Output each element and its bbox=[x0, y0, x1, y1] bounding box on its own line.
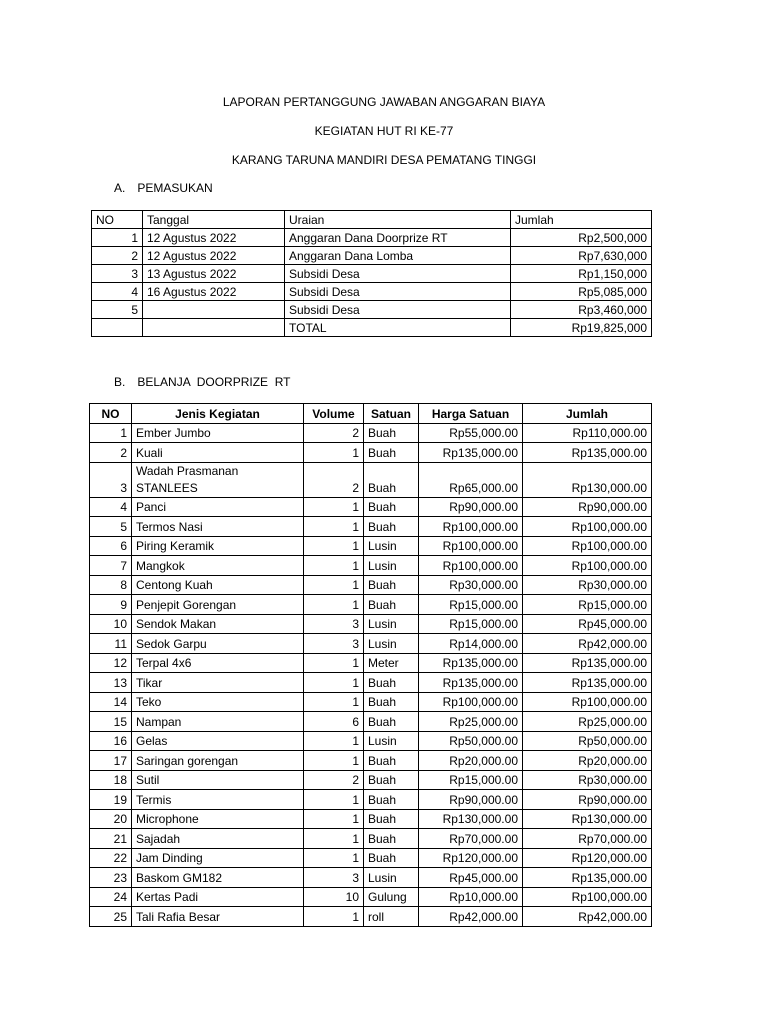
expense-row-jenis: Nampan bbox=[132, 712, 304, 732]
expense-row bbox=[90, 887, 652, 907]
expense-header-harga: Harga Satuan bbox=[419, 404, 523, 424]
expense-row-jenis: Termis bbox=[132, 790, 304, 810]
expense-row-no: 14 bbox=[90, 692, 132, 712]
expense-row-harga: Rp120,000.00 bbox=[419, 848, 523, 868]
expense-header-volume: Volume bbox=[304, 404, 364, 424]
expense-table-header bbox=[90, 404, 652, 424]
expense-row-harga: Rp90,000.00 bbox=[419, 790, 523, 810]
expense-row-no: 16 bbox=[90, 731, 132, 751]
section-b-label: BELANJA DOORPRIZE RT bbox=[137, 375, 291, 389]
expense-row-jenis: Gelas bbox=[132, 731, 304, 751]
expense-table bbox=[89, 403, 652, 927]
expense-row-volume: 1 bbox=[304, 692, 364, 712]
expense-header-jenis: Jenis Kegiatan bbox=[132, 404, 304, 424]
expense-row-volume: 1 bbox=[304, 497, 364, 517]
expense-row-volume: 2 bbox=[304, 770, 364, 790]
income-row-no: 2 bbox=[92, 247, 143, 265]
expense-row-harga: Rp25,000.00 bbox=[419, 712, 523, 732]
expense-row bbox=[90, 575, 652, 595]
expense-row-satuan: Buah bbox=[364, 692, 419, 712]
income-row-jumlah: Rp7,630,000 bbox=[511, 247, 652, 265]
expense-row-no: 18 bbox=[90, 770, 132, 790]
expense-row bbox=[90, 536, 652, 556]
expense-row-jenis: Sutil bbox=[132, 770, 304, 790]
expense-row-jumlah: Rp50,000.00 bbox=[523, 731, 652, 751]
expense-row-harga: Rp15,000.00 bbox=[419, 614, 523, 634]
expense-row-no: 25 bbox=[90, 907, 132, 927]
expense-row-jumlah: Rp110,000.00 bbox=[523, 423, 652, 443]
expense-row-satuan: Buah bbox=[364, 497, 419, 517]
income-row-no: 4 bbox=[92, 283, 143, 301]
expense-row-satuan: Lusin bbox=[364, 634, 419, 654]
income-total-row bbox=[92, 319, 652, 337]
expense-row-jenis: Centong Kuah bbox=[132, 575, 304, 595]
expense-row-no: 22 bbox=[90, 848, 132, 868]
expense-row-satuan: Lusin bbox=[364, 614, 419, 634]
income-header-tanggal: Tanggal bbox=[143, 211, 285, 229]
expense-row bbox=[90, 692, 652, 712]
expense-row-harga: Rp90,000.00 bbox=[419, 497, 523, 517]
expense-row-harga: Rp135,000.00 bbox=[419, 673, 523, 693]
expense-row-volume: 1 bbox=[304, 575, 364, 595]
expense-row-satuan: Buah bbox=[364, 809, 419, 829]
expense-row-jumlah: Rp15,000.00 bbox=[523, 595, 652, 615]
expense-row-harga: Rp55,000.00 bbox=[419, 423, 523, 443]
income-row-uraian: Subsidi Desa bbox=[285, 301, 511, 319]
income-total-tanggal bbox=[143, 319, 285, 337]
expense-row-volume: 1 bbox=[304, 556, 364, 576]
expense-row bbox=[90, 517, 652, 537]
expense-row-jumlah: Rp100,000.00 bbox=[523, 692, 652, 712]
expense-row-jumlah: Rp30,000.00 bbox=[523, 770, 652, 790]
income-row bbox=[92, 301, 652, 319]
expense-row-satuan: Lusin bbox=[364, 868, 419, 888]
expense-row-volume: 1 bbox=[304, 848, 364, 868]
expense-row-harga: Rp14,000.00 bbox=[419, 634, 523, 654]
income-table-header bbox=[92, 211, 652, 229]
income-row-no: 1 bbox=[92, 229, 143, 247]
expense-row-satuan: Lusin bbox=[364, 556, 419, 576]
expense-row-satuan: Meter bbox=[364, 653, 419, 673]
expense-row-volume: 1 bbox=[304, 907, 364, 927]
expense-row bbox=[90, 614, 652, 634]
expense-row-satuan: Buah bbox=[364, 712, 419, 732]
expense-row-jumlah: Rp70,000.00 bbox=[523, 829, 652, 849]
expense-row-jenis: Sendok Makan bbox=[132, 614, 304, 634]
expense-row-harga: Rp10,000.00 bbox=[419, 887, 523, 907]
expense-row-satuan: Buah bbox=[364, 770, 419, 790]
expense-row-no: 20 bbox=[90, 809, 132, 829]
income-row-uraian: Subsidi Desa bbox=[285, 283, 511, 301]
expense-row-volume: 1 bbox=[304, 443, 364, 463]
income-row bbox=[92, 229, 652, 247]
income-total-no bbox=[92, 319, 143, 337]
expense-row-volume: 1 bbox=[304, 653, 364, 673]
expense-row-harga: Rp65,000.00 bbox=[419, 462, 523, 497]
expense-row-satuan: Buah bbox=[364, 443, 419, 463]
expense-row bbox=[90, 848, 652, 868]
expense-row-jenis: Penjepit Gorengan bbox=[132, 595, 304, 615]
expense-row-volume: 1 bbox=[304, 809, 364, 829]
expense-row-jenis: Microphone bbox=[132, 809, 304, 829]
expense-row-harga: Rp130,000.00 bbox=[419, 809, 523, 829]
expense-row-satuan: Buah bbox=[364, 423, 419, 443]
expense-row-volume: 3 bbox=[304, 614, 364, 634]
section-a-heading bbox=[114, 181, 213, 195]
expense-row-no: 17 bbox=[90, 751, 132, 771]
expense-row-jenis: Sedok Garpu bbox=[132, 634, 304, 654]
expense-row-jenis: Termos Nasi bbox=[132, 517, 304, 537]
expense-row bbox=[90, 497, 652, 517]
expense-row-jumlah: Rp100,000.00 bbox=[523, 887, 652, 907]
expense-row-jenis: Kuali bbox=[132, 443, 304, 463]
expense-row-volume: 3 bbox=[304, 634, 364, 654]
income-row-tanggal: 12 Agustus 2022 bbox=[143, 229, 285, 247]
expense-row-jenis: Jam Dinding bbox=[132, 848, 304, 868]
income-row-tanggal: 16 Agustus 2022 bbox=[143, 283, 285, 301]
section-a-letter: A. bbox=[114, 181, 126, 195]
expense-row-volume: 2 bbox=[304, 462, 364, 497]
income-row-tanggal: 12 Agustus 2022 bbox=[143, 247, 285, 265]
expense-row bbox=[90, 809, 652, 829]
expense-row-jenis: Mangkok bbox=[132, 556, 304, 576]
income-header-jumlah: Jumlah bbox=[511, 211, 652, 229]
expense-row bbox=[90, 653, 652, 673]
expense-row bbox=[90, 790, 652, 810]
report-subtitle-organization: KARANG TARUNA MANDIRI DESA PEMATANG TINGGI bbox=[231, 153, 537, 167]
expense-table-body bbox=[90, 423, 652, 926]
expense-row-jenis: Piring Keramik bbox=[132, 536, 304, 556]
expense-row-jumlah: Rp135,000.00 bbox=[523, 673, 652, 693]
expense-row bbox=[90, 731, 652, 751]
expense-row-jumlah: Rp100,000.00 bbox=[523, 556, 652, 576]
expense-row-harga: Rp20,000.00 bbox=[419, 751, 523, 771]
expense-row-jumlah: Rp100,000.00 bbox=[523, 517, 652, 537]
income-row-jumlah: Rp5,085,000 bbox=[511, 283, 652, 301]
expense-row-jenis: Tikar bbox=[132, 673, 304, 693]
expense-row-jumlah: Rp20,000.00 bbox=[523, 751, 652, 771]
expense-row-jenis: Kertas Padi bbox=[132, 887, 304, 907]
expense-row-jenis bbox=[132, 462, 304, 497]
expense-header-jumlah: Jumlah bbox=[523, 404, 652, 424]
income-table-body bbox=[92, 229, 652, 319]
expense-row-no: 7 bbox=[90, 556, 132, 576]
expense-row-jumlah: Rp135,000.00 bbox=[523, 653, 652, 673]
expense-row-no: 23 bbox=[90, 868, 132, 888]
expense-row-volume: 2 bbox=[304, 423, 364, 443]
income-row bbox=[92, 265, 652, 283]
expense-row-volume: 10 bbox=[304, 887, 364, 907]
income-table bbox=[91, 210, 652, 337]
expense-row-volume: 1 bbox=[304, 536, 364, 556]
income-row-no: 5 bbox=[92, 301, 143, 319]
income-row-tanggal bbox=[143, 301, 285, 319]
expense-row-satuan: Gulung bbox=[364, 887, 419, 907]
expense-row-jumlah: Rp90,000.00 bbox=[523, 497, 652, 517]
expense-row bbox=[90, 770, 652, 790]
expense-row-volume: 1 bbox=[304, 751, 364, 771]
expense-row-satuan: Buah bbox=[364, 673, 419, 693]
expense-row-jenis: Terpal 4x6 bbox=[132, 653, 304, 673]
expense-row bbox=[90, 595, 652, 615]
expense-header-no: NO bbox=[90, 404, 132, 424]
expense-row-satuan: Buah bbox=[364, 848, 419, 868]
expense-row-harga: Rp15,000.00 bbox=[419, 770, 523, 790]
report-title: LAPORAN PERTANGGUNG JAWABAN ANGGARAN BIAYA bbox=[222, 95, 546, 109]
income-header-no: NO bbox=[92, 211, 143, 229]
expense-row-satuan: Buah bbox=[364, 790, 419, 810]
income-row-uraian: Anggaran Dana Lomba bbox=[285, 247, 511, 265]
section-b-letter: B. bbox=[114, 375, 126, 389]
expense-row-volume: 1 bbox=[304, 829, 364, 849]
expense-row-no: 24 bbox=[90, 887, 132, 907]
expense-row-no: 1 bbox=[90, 423, 132, 443]
income-header-uraian: Uraian bbox=[285, 211, 511, 229]
expense-row-jenis-line1: Wadah Prasmanan bbox=[136, 463, 239, 478]
expense-row-satuan: Buah bbox=[364, 517, 419, 537]
expense-row bbox=[90, 829, 652, 849]
expense-row-jenis: Teko bbox=[132, 692, 304, 712]
expense-row-satuan: Buah bbox=[364, 462, 419, 497]
expense-row-satuan: Lusin bbox=[364, 731, 419, 751]
income-row bbox=[92, 283, 652, 301]
income-row-jumlah: Rp1,150,000 bbox=[511, 265, 652, 283]
expense-row-satuan: Buah bbox=[364, 595, 419, 615]
expense-row-harga: Rp15,000.00 bbox=[419, 595, 523, 615]
expense-row-volume: 1 bbox=[304, 731, 364, 751]
expense-row-no: 5 bbox=[90, 517, 132, 537]
expense-row-harga: Rp100,000.00 bbox=[419, 517, 523, 537]
expense-row-jumlah: Rp42,000.00 bbox=[523, 634, 652, 654]
expense-row-harga: Rp30,000.00 bbox=[419, 575, 523, 595]
income-row-no: 3 bbox=[92, 265, 143, 283]
expense-row-volume: 1 bbox=[304, 673, 364, 693]
expense-row-volume: 1 bbox=[304, 790, 364, 810]
expense-row-jumlah: Rp135,000.00 bbox=[523, 868, 652, 888]
expense-row-jumlah: Rp100,000.00 bbox=[523, 536, 652, 556]
expense-row-jenis: Saringan gorengan bbox=[132, 751, 304, 771]
expense-row-jumlah: Rp130,000.00 bbox=[523, 809, 652, 829]
expense-row-satuan: Buah bbox=[364, 575, 419, 595]
expense-row-harga: Rp70,000.00 bbox=[419, 829, 523, 849]
expense-row-volume: 1 bbox=[304, 595, 364, 615]
expense-row-harga: Rp45,000.00 bbox=[419, 868, 523, 888]
income-row-jumlah: Rp3,460,000 bbox=[511, 301, 652, 319]
expense-row bbox=[90, 907, 652, 927]
expense-row-jenis-line2: STANLEES bbox=[136, 480, 198, 495]
expense-row-jumlah: Rp130,000.00 bbox=[523, 462, 652, 497]
expense-row bbox=[90, 443, 652, 463]
expense-row-no: 3 bbox=[90, 462, 132, 497]
expense-header-satuan: Satuan bbox=[364, 404, 419, 424]
expense-row bbox=[90, 673, 652, 693]
expense-row-no: 13 bbox=[90, 673, 132, 693]
expense-row-no: 9 bbox=[90, 595, 132, 615]
expense-row-no: 21 bbox=[90, 829, 132, 849]
expense-row-no: 6 bbox=[90, 536, 132, 556]
expense-row-harga: Rp135,000.00 bbox=[419, 653, 523, 673]
expense-row-no: 8 bbox=[90, 575, 132, 595]
expense-row-jumlah: Rp90,000.00 bbox=[523, 790, 652, 810]
expense-row-harga: Rp50,000.00 bbox=[419, 731, 523, 751]
expense-row-satuan: Buah bbox=[364, 751, 419, 771]
expense-row-no: 19 bbox=[90, 790, 132, 810]
income-total-amount: Rp19,825,000 bbox=[511, 319, 652, 337]
section-a-label: PEMASUKAN bbox=[137, 181, 213, 195]
report-subtitle-event: KEGIATAN HUT RI KE-77 bbox=[314, 124, 454, 138]
expense-row-jenis: Baskom GM182 bbox=[132, 868, 304, 888]
section-b-heading bbox=[114, 375, 291, 389]
expense-row-no: 11 bbox=[90, 634, 132, 654]
expense-row-jumlah: Rp30,000.00 bbox=[523, 575, 652, 595]
expense-row bbox=[90, 712, 652, 732]
expense-row-jenis: Panci bbox=[132, 497, 304, 517]
expense-row-no: 10 bbox=[90, 614, 132, 634]
expense-row-satuan: Buah bbox=[364, 829, 419, 849]
income-row bbox=[92, 247, 652, 265]
income-total-label: TOTAL bbox=[285, 319, 511, 337]
income-row-uraian: Anggaran Dana Doorprize RT bbox=[285, 229, 511, 247]
expense-row bbox=[90, 868, 652, 888]
expense-row-satuan: roll bbox=[364, 907, 419, 927]
expense-row-jumlah: Rp42,000.00 bbox=[523, 907, 652, 927]
expense-row-no: 15 bbox=[90, 712, 132, 732]
expense-row bbox=[90, 462, 652, 497]
expense-row-volume: 1 bbox=[304, 517, 364, 537]
expense-row-harga: Rp135,000.00 bbox=[419, 443, 523, 463]
expense-row-jenis: Tali Rafia Besar bbox=[132, 907, 304, 927]
expense-row-jumlah: Rp45,000.00 bbox=[523, 614, 652, 634]
expense-row-jenis: Ember Jumbo bbox=[132, 423, 304, 443]
expense-row bbox=[90, 556, 652, 576]
expense-row-harga: Rp100,000.00 bbox=[419, 556, 523, 576]
income-row-tanggal: 13 Agustus 2022 bbox=[143, 265, 285, 283]
expense-row-no: 2 bbox=[90, 443, 132, 463]
income-row-uraian: Subsidi Desa bbox=[285, 265, 511, 283]
expense-row bbox=[90, 423, 652, 443]
expense-row bbox=[90, 751, 652, 771]
expense-row bbox=[90, 634, 652, 654]
expense-row-jumlah: Rp135,000.00 bbox=[523, 443, 652, 463]
expense-row-jumlah: Rp25,000.00 bbox=[523, 712, 652, 732]
expense-row-harga: Rp42,000.00 bbox=[419, 907, 523, 927]
expense-row-harga: Rp100,000.00 bbox=[419, 692, 523, 712]
expense-row-satuan: Lusin bbox=[364, 536, 419, 556]
expense-row-no: 12 bbox=[90, 653, 132, 673]
expense-row-volume: 6 bbox=[304, 712, 364, 732]
expense-row-jenis: Sajadah bbox=[132, 829, 304, 849]
expense-row-jumlah: Rp120,000.00 bbox=[523, 848, 652, 868]
expense-row-no: 4 bbox=[90, 497, 132, 517]
expense-row-volume: 3 bbox=[304, 868, 364, 888]
expense-row-harga: Rp100,000.00 bbox=[419, 536, 523, 556]
income-row-jumlah: Rp2,500,000 bbox=[511, 229, 652, 247]
